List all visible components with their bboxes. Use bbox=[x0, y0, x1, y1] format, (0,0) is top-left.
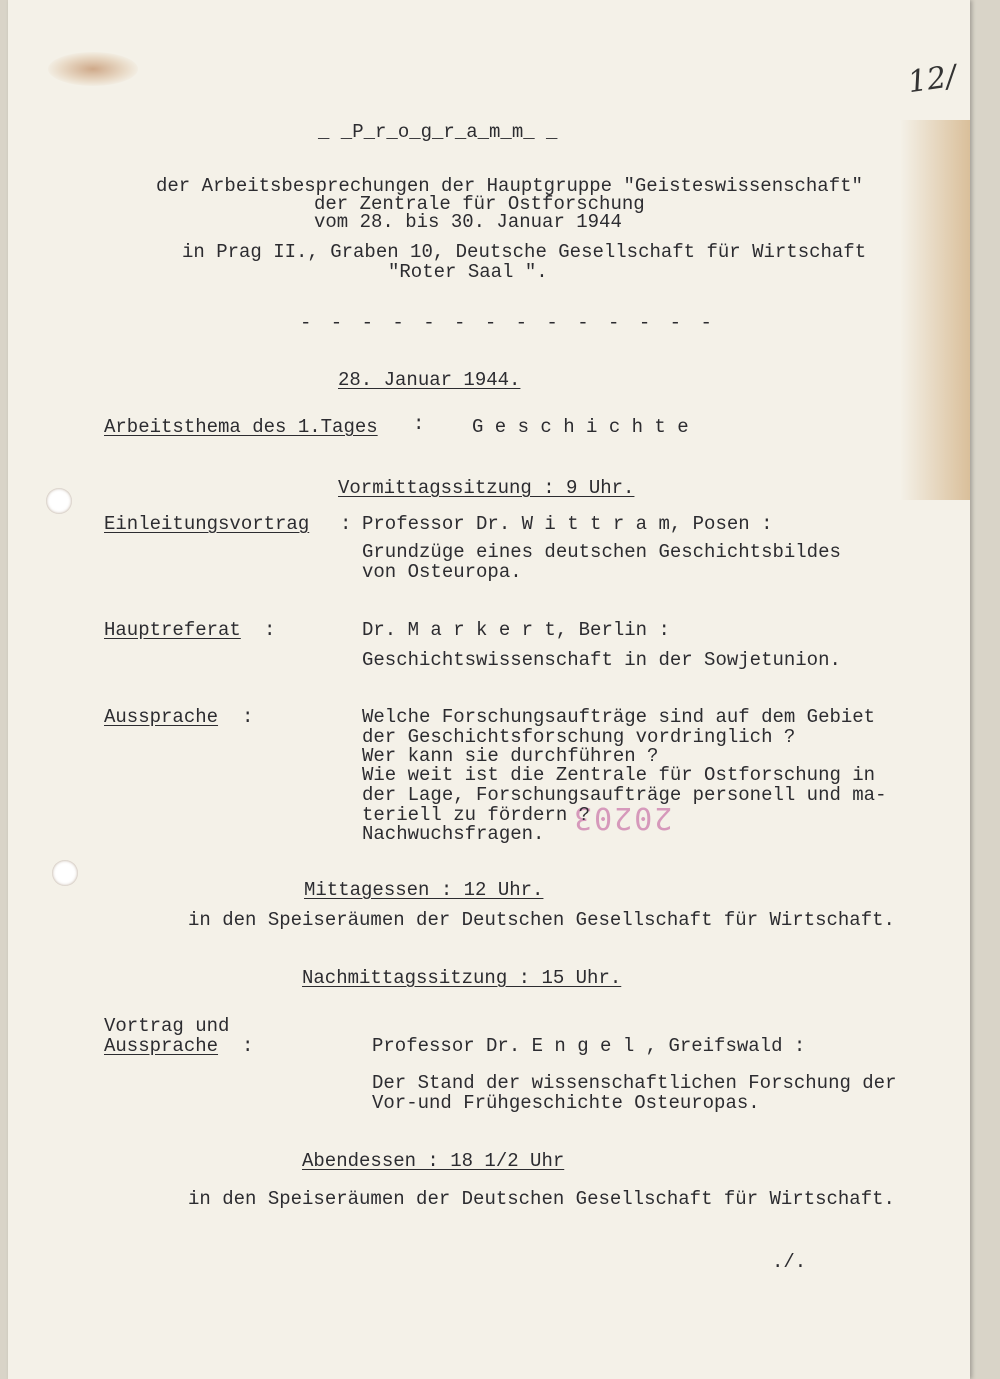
discussion-line: der Geschichtsforschung vordringlich ? bbox=[362, 726, 796, 748]
afternoon-heading: Nachmittagssitzung : 15 Uhr. bbox=[302, 967, 622, 989]
intro-colon: : bbox=[340, 513, 352, 535]
theme-label: Arbeitsthema des 1.Tages bbox=[104, 416, 378, 438]
archive-stamp-number: 20203 bbox=[572, 800, 673, 835]
intro-topic-1: Grundzüge eines deutschen Geschichtsbildes bbox=[362, 541, 841, 563]
punch-hole-bottom bbox=[52, 860, 78, 886]
afternoon-label-1: Vortrag und bbox=[104, 1015, 230, 1037]
dinner-heading: Abendessen : 18 1/2 Uhr bbox=[302, 1150, 565, 1172]
handwritten-page-number: 12/ bbox=[905, 58, 959, 101]
dinner-place: in den Speiseräumen der Deutschen Gesellschaft für Wirtschaft. bbox=[188, 1188, 895, 1210]
header-line-5: "Roter Saal ". bbox=[388, 261, 548, 283]
divider-line: - - - - - - - - - - - - - - bbox=[300, 312, 716, 334]
intro-topic-2: von Osteuropa. bbox=[362, 561, 522, 583]
afternoon-topic-2: Vor-und Frühgeschichte Osteuropas. bbox=[372, 1092, 760, 1114]
rust-stain bbox=[48, 52, 138, 86]
header-line-2: der Zentrale für Ostforschung bbox=[314, 193, 645, 215]
main-speaker: Dr. M a r k e r t, Berlin : bbox=[362, 619, 670, 641]
header-line-1: der Arbeitsbesprechungen der Hauptgruppe "Geisteswissenschaft" bbox=[156, 175, 863, 197]
discussion-line: Nachwuchsfragen. bbox=[362, 823, 545, 845]
afternoon-label-colon: : bbox=[242, 1035, 254, 1057]
lunch-place: in den Speiseräumen der Deutschen Gesellschaft für Wirtschaft. bbox=[188, 909, 895, 931]
afternoon-topic-1: Der Stand der wissenschaftlichen Forschung der bbox=[372, 1072, 897, 1094]
continuation-mark: ./. bbox=[772, 1251, 807, 1273]
punch-hole-top bbox=[46, 488, 72, 514]
edge-discoloration bbox=[900, 120, 970, 500]
program-title: _ _P_r_o_g_r_a_m_m_ _ bbox=[318, 121, 558, 143]
header-line-3: vom 28. bis 30. Januar 1944 bbox=[314, 211, 622, 233]
afternoon-speaker: Professor Dr. E n g e l , Greifswald : bbox=[372, 1035, 806, 1057]
theme-value: G e s c h i c h t e bbox=[472, 416, 689, 438]
lunch-heading: Mittagessen : 12 Uhr. bbox=[304, 879, 544, 901]
discussion-colon: : bbox=[242, 706, 254, 728]
header-line-4: in Prag II., Graben 10, Deutsche Gesellschaft für Wirtschaft bbox=[182, 241, 867, 263]
discussion-label: Aussprache bbox=[104, 706, 219, 728]
main-topic: Geschichtswissenschaft in der Sowjetunion. bbox=[362, 649, 841, 671]
afternoon-label-2: Aussprache bbox=[104, 1035, 219, 1057]
discussion-line: der Lage, Forschungsaufträge personell und ma- bbox=[362, 784, 887, 806]
discussion-line: Wie weit ist die Zentrale für Ostforschung in bbox=[362, 764, 876, 786]
discussion-line: Welche Forschungsaufträge sind auf dem Gebiet bbox=[362, 706, 876, 728]
document-page bbox=[8, 0, 970, 1379]
intro-label: Einleitungsvortrag bbox=[104, 513, 310, 535]
theme-colon: : bbox=[413, 413, 425, 435]
day-date: 28. Januar 1944. bbox=[338, 369, 521, 391]
morning-heading: Vormittagssitzung : 9 Uhr. bbox=[338, 477, 635, 499]
discussion-line: teriell zu fördern ? bbox=[362, 804, 591, 826]
main-label: Hauptreferat bbox=[104, 619, 241, 641]
main-colon: : bbox=[264, 619, 276, 641]
discussion-line: Wer kann sie durchführen ? bbox=[362, 745, 659, 767]
intro-speaker: Professor Dr. W i t t r a m, Posen : bbox=[362, 513, 773, 535]
